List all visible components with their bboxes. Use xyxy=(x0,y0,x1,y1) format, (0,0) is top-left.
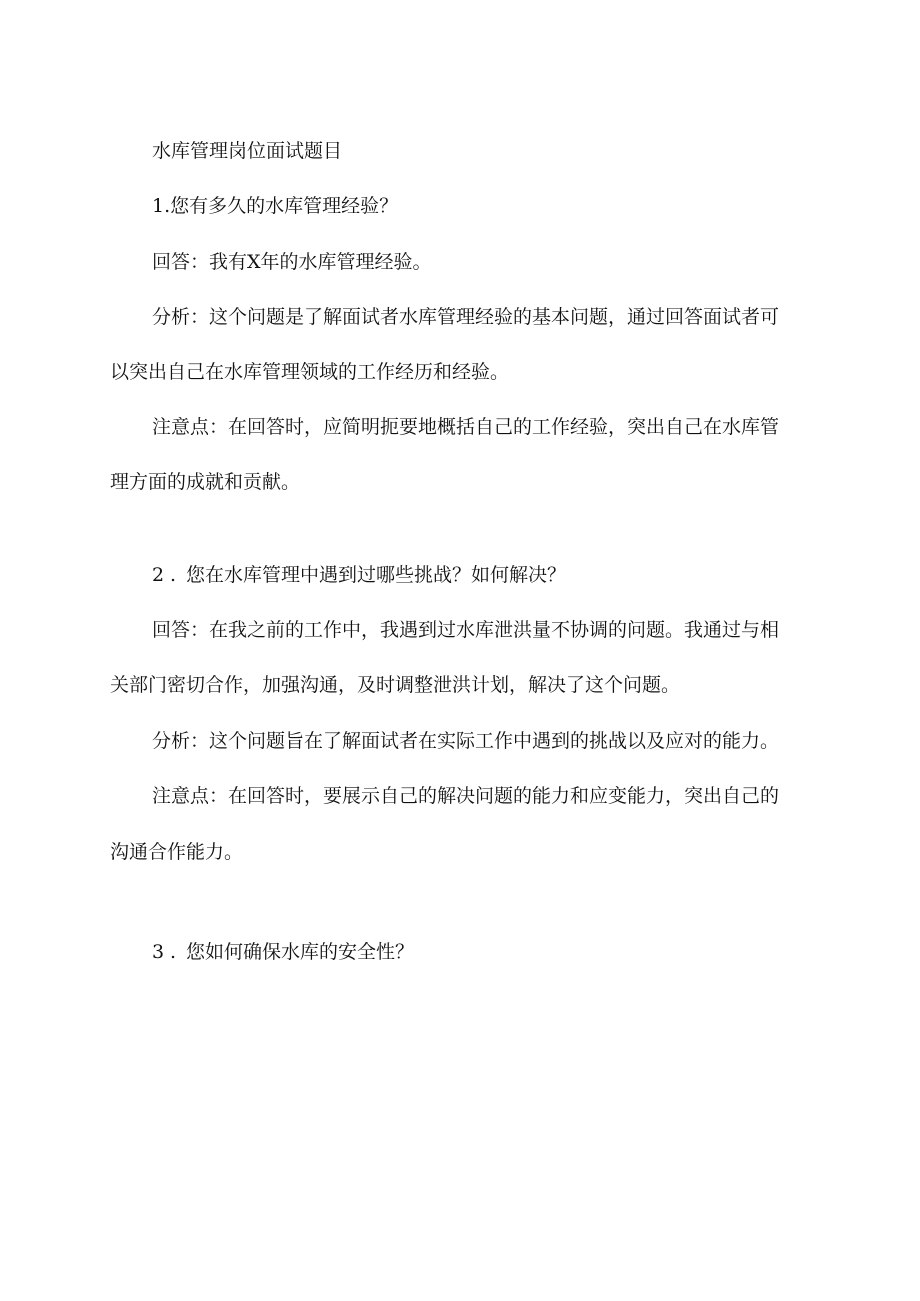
question-2-dot: . xyxy=(170,564,177,586)
question-3 xyxy=(110,940,872,965)
analysis-1-line-2: 以突出自己在水库管理领域的工作经历和经验。 xyxy=(110,361,510,383)
question-2-text: 您在水库管理中遇到过哪些挑战？如何解决？ xyxy=(186,564,567,586)
question-3-dot: . xyxy=(170,941,177,963)
question-2 xyxy=(110,563,872,588)
note-2-line-1: 注意点：在回答时，要展示自己的解决问题的能力和应变能力，突出自己的 xyxy=(152,785,780,807)
answer-2-line-1: 回答：在我之前的工作中，我遇到过水库泄洪量不协调的问题。我通过与相 xyxy=(152,619,780,641)
analysis-2: 分析：这个问题旨在了解面试者在实际工作中遇到的挑战以及应对的能力。 xyxy=(152,730,780,752)
note-1-line-1: 注意点：在回答时，应简明扼要地概括自己的工作经验，突出自己在水库管 xyxy=(152,416,780,438)
question-3-text: 您如何确保水库的安全性？ xyxy=(186,941,415,963)
question-3-number: 3 xyxy=(152,941,165,963)
question-2-number: 2 xyxy=(152,564,165,586)
document-title: 水库管理岗位面试题目 xyxy=(152,140,343,162)
note-2-line-2: 沟通合作能力。 xyxy=(110,841,244,863)
answer-2-line-2: 关部门密切合作，加强沟通，及时调整泄洪计划，解决了这个问题。 xyxy=(110,674,681,696)
question-1: 1.您有多久的水库管理经验？ xyxy=(152,195,399,217)
note-1-line-2: 理方面的成就和贡献。 xyxy=(110,471,301,493)
analysis-1-line-1: 分析：这个问题是了解面试者水库管理经验的基本问题，通过回答面试者可 xyxy=(152,306,780,328)
answer-1: 回答：我有X年的水库管理经验。 xyxy=(152,251,432,273)
